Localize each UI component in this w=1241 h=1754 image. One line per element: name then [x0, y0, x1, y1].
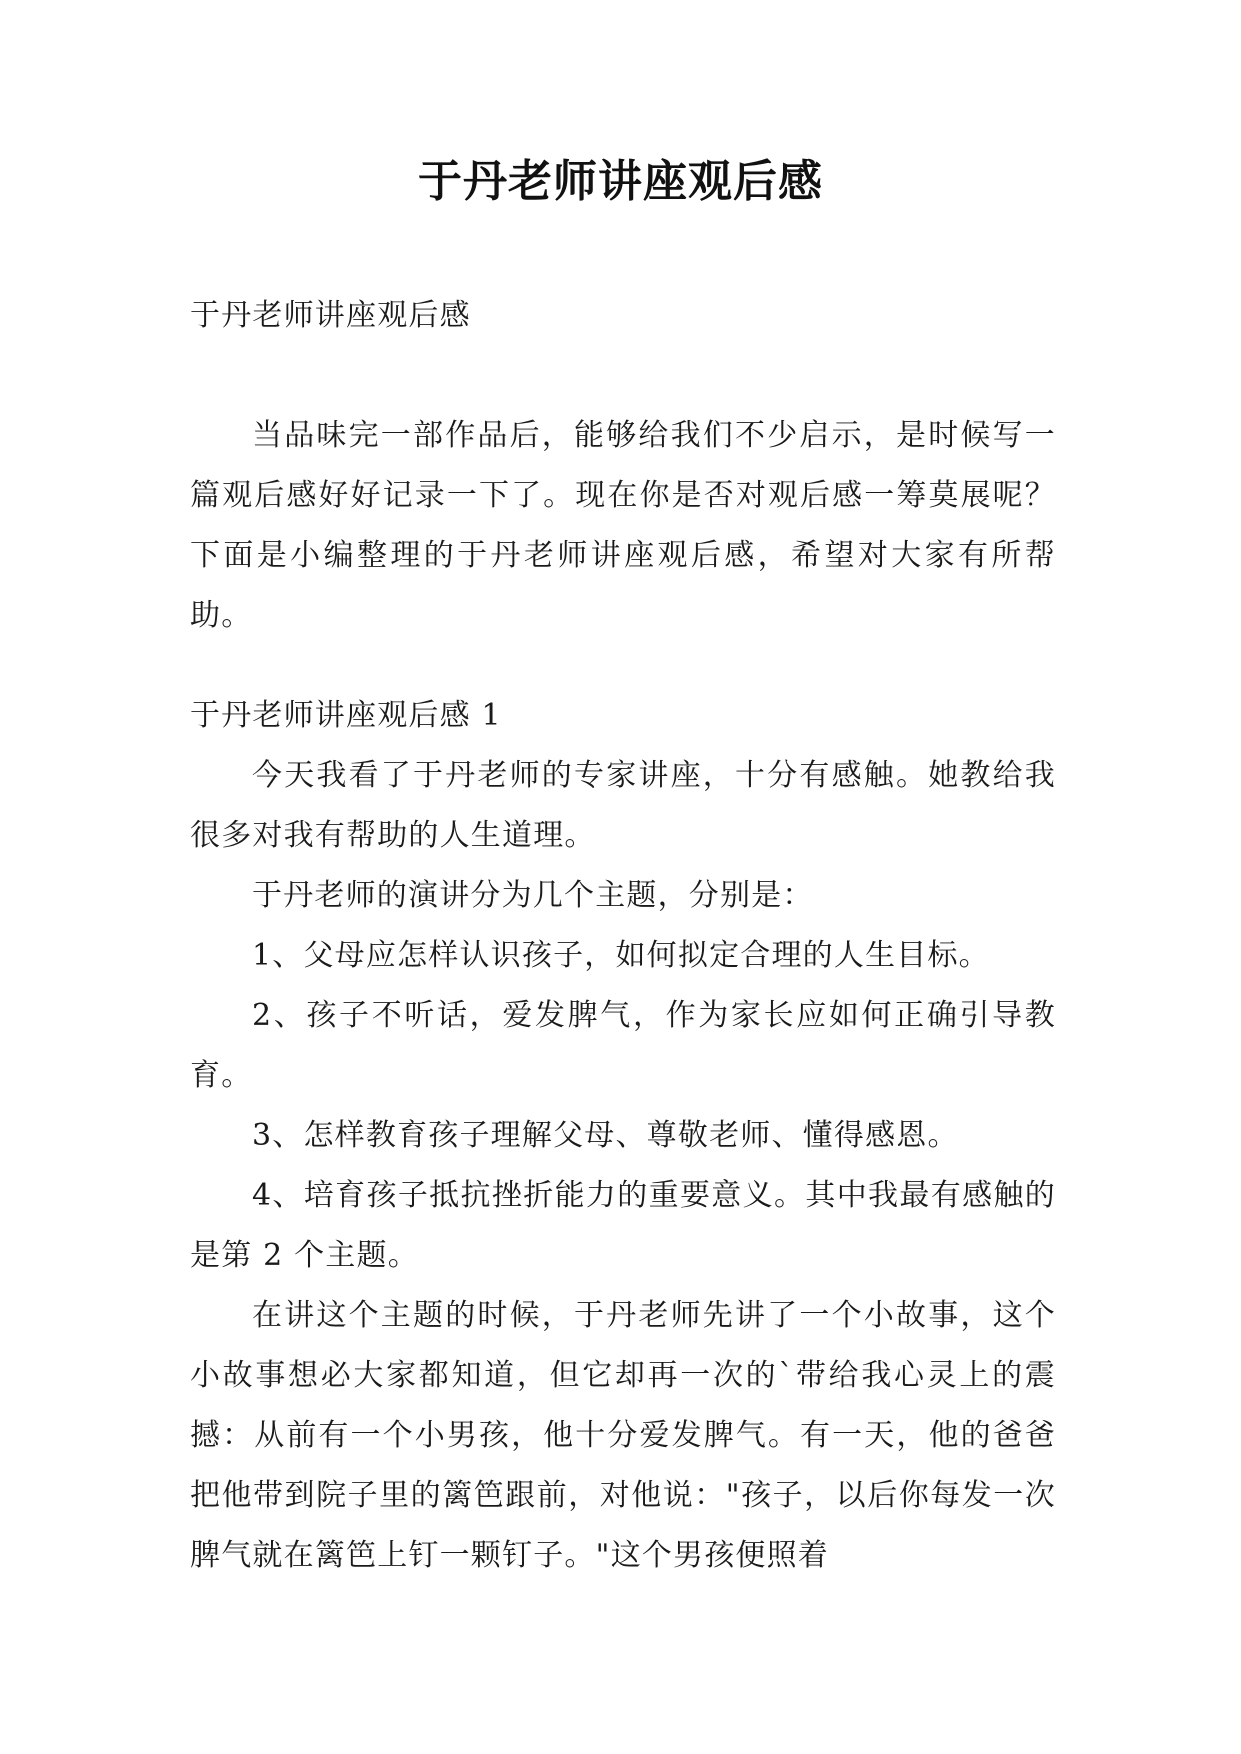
paragraph: 今天我看了于丹老师的专家讲座，十分有感触。她教给我很多对我有帮助的人生道理。 [190, 758, 1056, 853]
paragraph: 在讲这个主题的时候，于丹老师先讲了一个小故事，这个小故事想必大家都知道，但它却再一次的`带给我心灵上的震撼：从前有一个小男孩，他十分爱发脾气。有一天，他的爸爸把他带到院子里的篱笆跟前，对他说："孩子，以后你每发一次脾气就在篱笆上钉一颗钉子。"这个男孩便照着 [190, 1298, 1056, 1573]
document-title: 于丹老师讲座观后感 [418, 156, 823, 207]
document-subtitle: 于丹老师讲座观后感 [190, 298, 471, 333]
intro-paragraph: 当品味完一部作品后，能够给我们不少启示，是时候写一篇观后感好好记录一下了。现在你是否对观后感一筹莫展呢？下面是小编整理的于丹老师讲座观后感，希望对大家有所帮助。 [190, 418, 1056, 633]
document-body [190, 286, 1056, 1586]
section-title: 于丹老师讲座观后感 1 [190, 698, 502, 733]
list-item: 4、培育孩子抵抗挫折能力的重要意义。其中我最有感触的是第 2 个主题。 [190, 1178, 1056, 1273]
paragraph: 于丹老师的演讲分为几个主题，分别是： [252, 878, 814, 913]
list-item: 3、怎样教育孩子理解父母、尊敬老师、懂得感恩。 [252, 1118, 959, 1153]
list-item: 1、父母应怎样认识孩子，如何拟定合理的人生目标。 [252, 938, 990, 973]
list-item: 2、孩子不听话，爱发脾气，作为家长应如何正确引导教育。 [190, 998, 1056, 1093]
